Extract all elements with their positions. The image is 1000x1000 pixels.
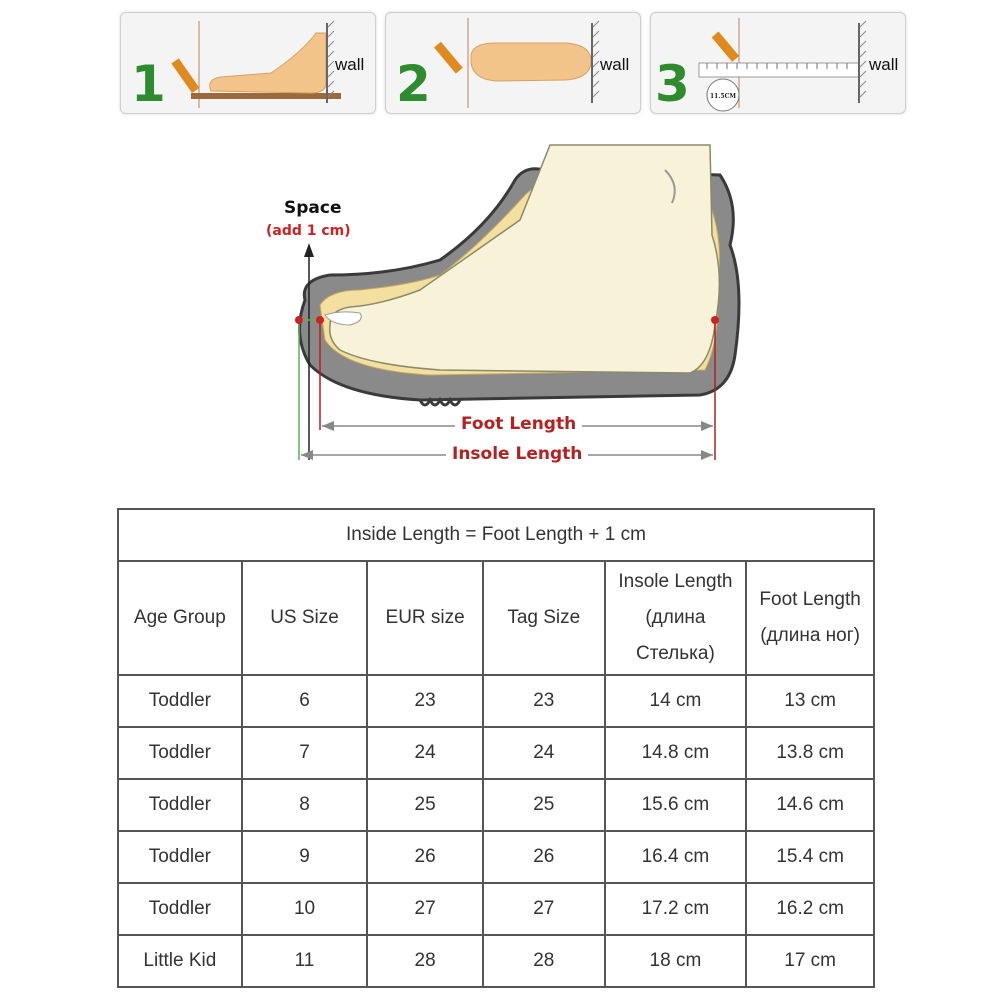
- cell-us-size: 10: [242, 883, 368, 935]
- header-insole-line-3: Стелька): [636, 643, 715, 665]
- wall-label: wall: [335, 55, 365, 74]
- size-chart-table: [117, 508, 875, 988]
- cell-us-size: 8: [242, 779, 368, 831]
- cell-us-size: 9: [242, 831, 368, 883]
- step-1-number: 1: [131, 55, 166, 113]
- ruler: [699, 63, 859, 77]
- wall-label: wall: [600, 55, 630, 74]
- insole-length-label: Insole Length: [446, 444, 588, 464]
- table-header-row: [118, 561, 874, 675]
- cell-insole-length: 14.8 cm: [605, 727, 747, 779]
- shoe-diagram: [0, 125, 1000, 495]
- cell-insole-length: 16.4 cm: [605, 831, 747, 883]
- table-row: [118, 831, 874, 883]
- shoe-foot-illustration: [0, 125, 1000, 495]
- cell-foot-length: 15.4 cm: [746, 831, 874, 883]
- cell-tag-size: 25: [483, 779, 605, 831]
- step-3-panel: [650, 12, 906, 114]
- table-caption-row: [118, 509, 874, 561]
- space-label: Space: [284, 198, 342, 218]
- header-foot-line-1: Foot Length: [759, 588, 861, 610]
- cell-insole-length: 18 cm: [605, 935, 747, 987]
- step-1-panel: [120, 12, 376, 114]
- header-insole-length: [605, 561, 747, 675]
- cell-insole-length: 14 cm: [605, 675, 747, 727]
- step-3-illustration: [651, 13, 905, 113]
- cell-tag-size: 23: [483, 675, 605, 727]
- cell-tag-size: 24: [483, 727, 605, 779]
- cell-tag-size: 26: [483, 831, 605, 883]
- cell-eur-size: 24: [367, 727, 483, 779]
- ruler-reading: 11.5CM: [709, 93, 737, 100]
- cell-foot-length: 16.2 cm: [746, 883, 874, 935]
- cell-age-group: Toddler: [118, 831, 242, 883]
- foot-length-label: Foot Length: [455, 414, 582, 434]
- header-foot-line-2: (длина ног): [760, 625, 861, 646]
- cell-eur-size: 28: [367, 935, 483, 987]
- table-row: [118, 727, 874, 779]
- space-note: (add 1 cm): [266, 223, 351, 239]
- cell-eur-size: 26: [367, 831, 483, 883]
- header-insole-line-1: Insole Length: [618, 570, 733, 592]
- step-3-number: 3: [655, 55, 690, 113]
- cell-eur-size: 25: [367, 779, 483, 831]
- header-age-group: Age Group: [118, 561, 242, 675]
- table-caption: Inside Length = Foot Length + 1 cm: [118, 509, 874, 561]
- cell-us-size: 6: [242, 675, 368, 727]
- table-row: [118, 675, 874, 727]
- wall-label: wall: [869, 55, 899, 74]
- cell-insole-length: 17.2 cm: [605, 883, 747, 935]
- header-tag-size: Tag Size: [483, 561, 605, 675]
- step-2-panel: [385, 12, 641, 114]
- header-us-size: US Size: [242, 561, 368, 675]
- cell-age-group: Toddler: [118, 675, 242, 727]
- table-row: [118, 935, 874, 987]
- cell-tag-size: 28: [483, 935, 605, 987]
- cell-tag-size: 27: [483, 883, 605, 935]
- cell-age-group: Toddler: [118, 779, 242, 831]
- header-eur-size: EUR size: [367, 561, 483, 675]
- cell-foot-length: 17 cm: [746, 935, 874, 987]
- cell-eur-size: 27: [367, 883, 483, 935]
- cell-insole-length: 15.6 cm: [605, 779, 747, 831]
- cell-age-group: Little Kid: [118, 935, 242, 987]
- header-insole-line-2: (длина: [645, 606, 706, 628]
- cell-foot-length: 13.8 cm: [746, 727, 874, 779]
- header-foot-length: [746, 561, 874, 675]
- step-2-number: 2: [396, 55, 431, 113]
- cell-eur-size: 23: [367, 675, 483, 727]
- table-row: [118, 779, 874, 831]
- cell-us-size: 7: [242, 727, 368, 779]
- cell-us-size: 11: [242, 935, 368, 987]
- cell-foot-length: 13 cm: [746, 675, 874, 727]
- table-row: [118, 883, 874, 935]
- cell-foot-length: 14.6 cm: [746, 779, 874, 831]
- cell-age-group: Toddler: [118, 727, 242, 779]
- cell-age-group: Toddler: [118, 883, 242, 935]
